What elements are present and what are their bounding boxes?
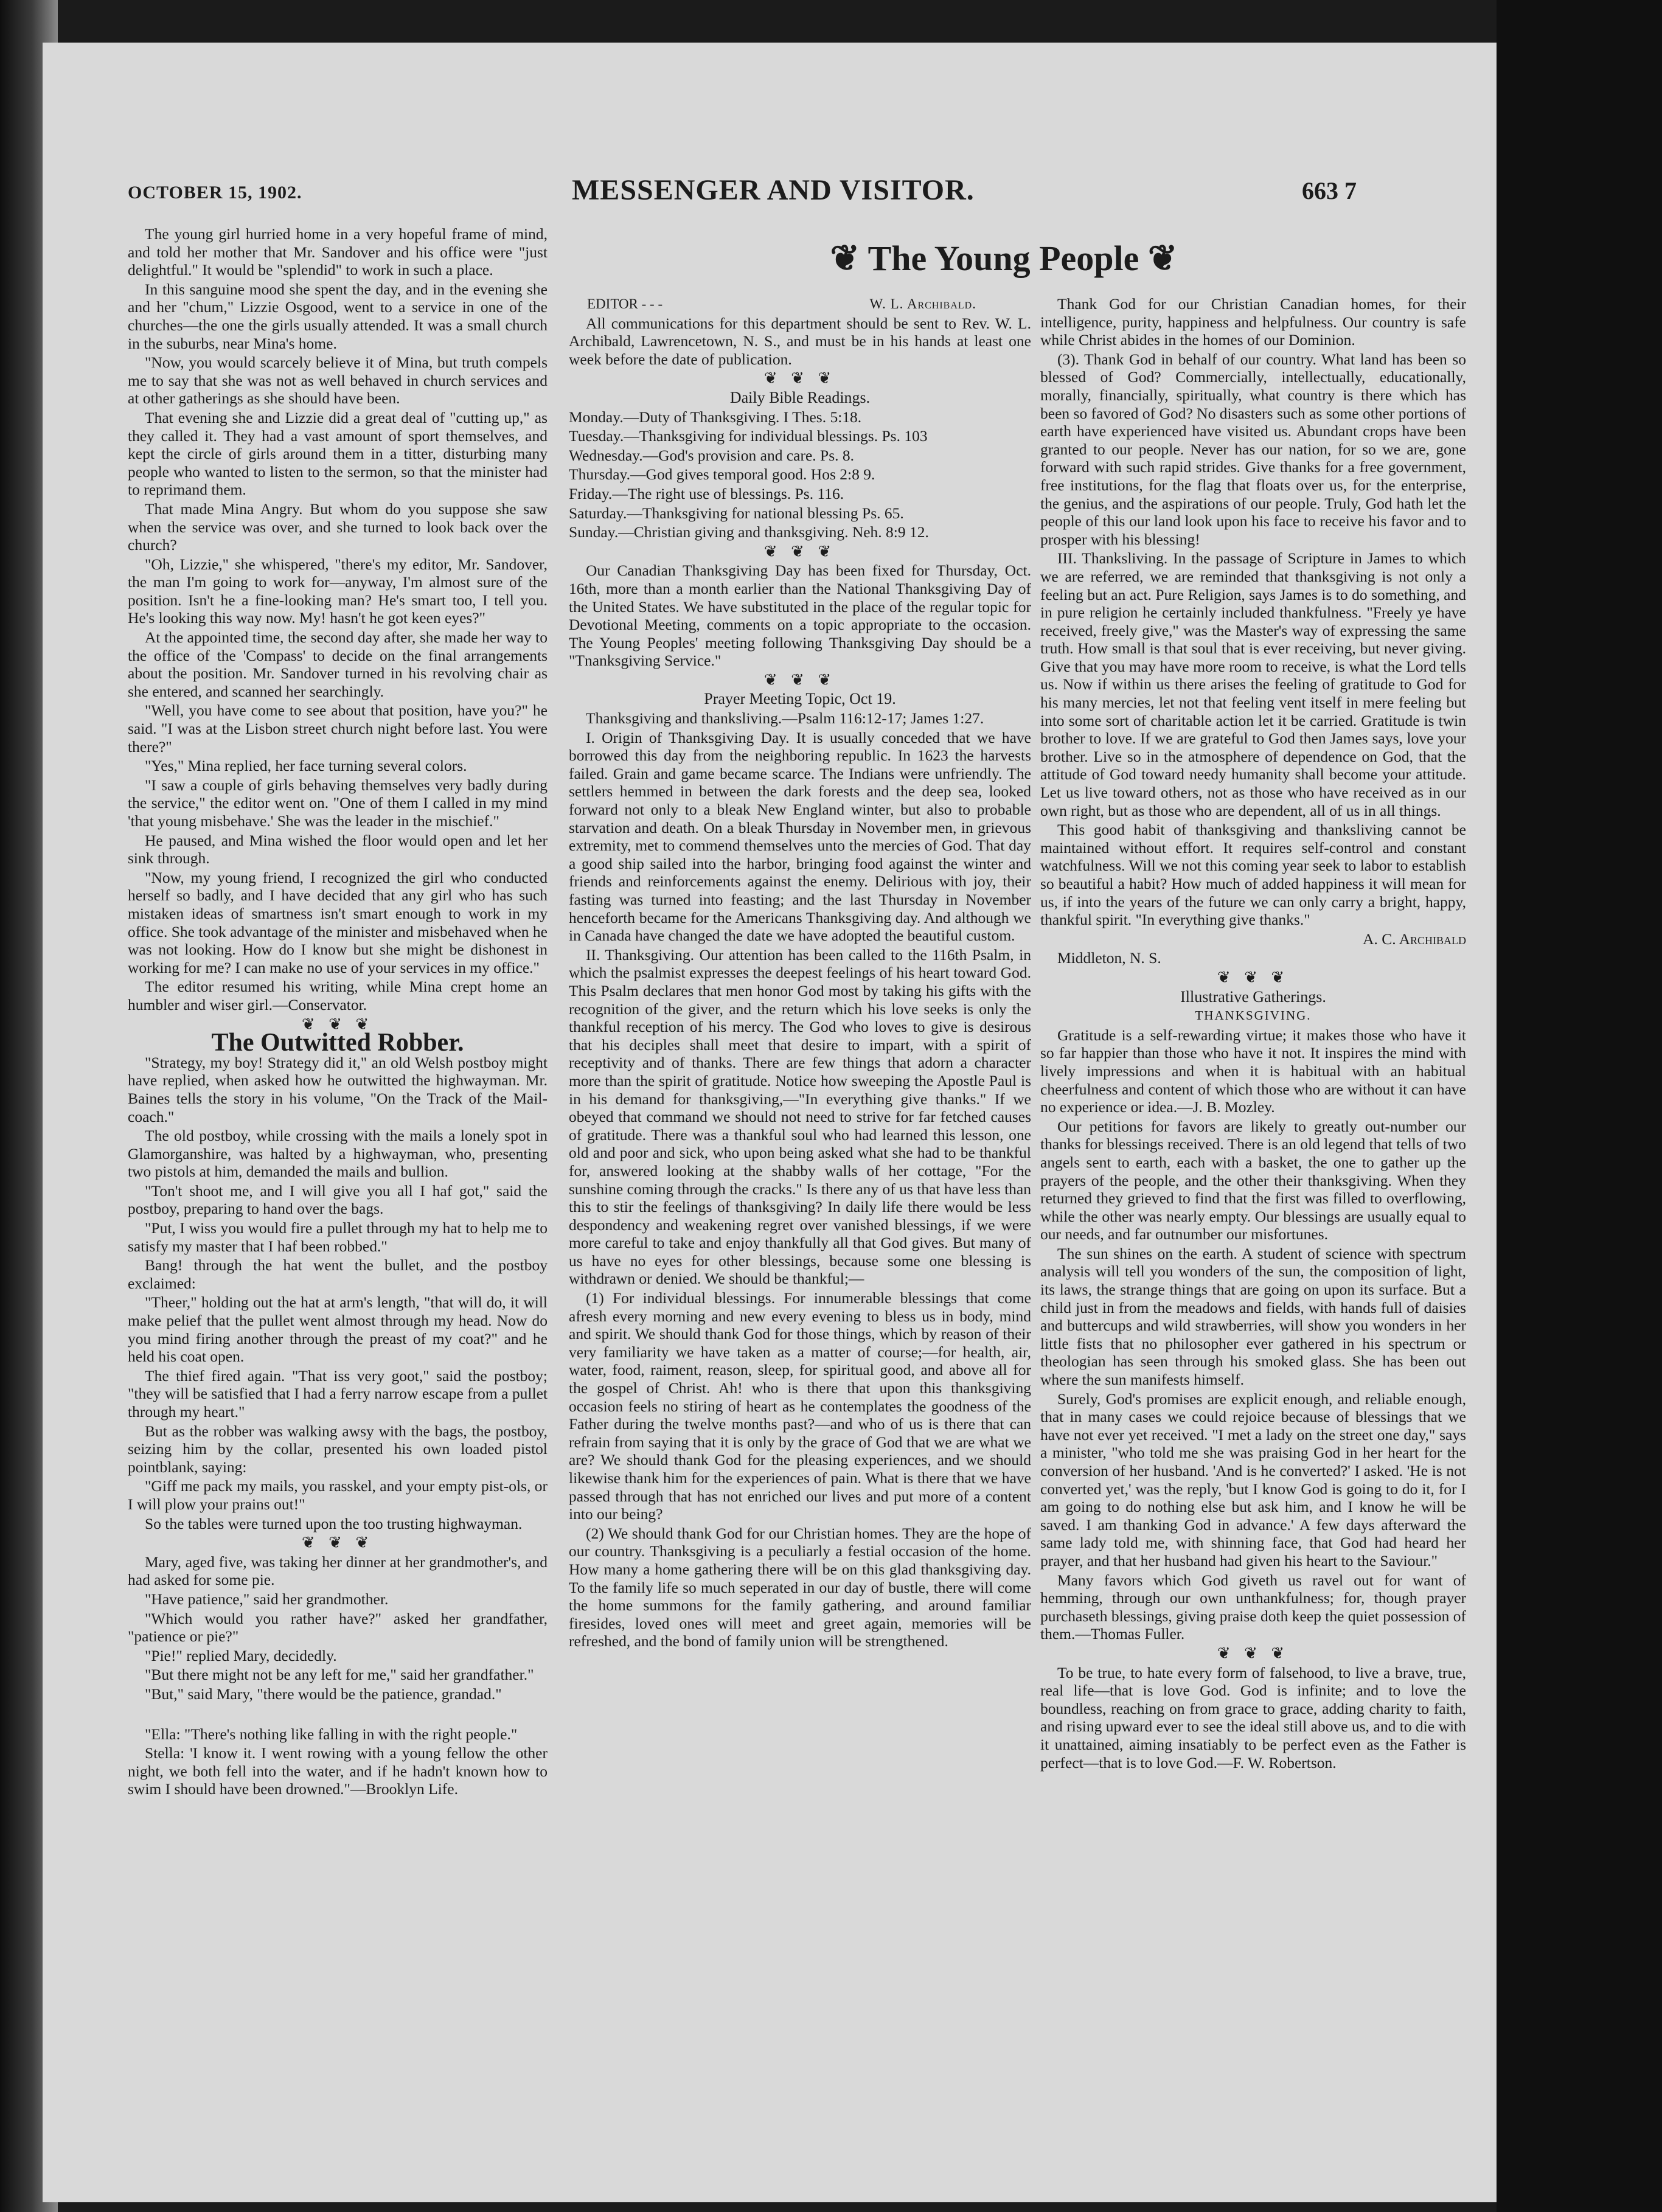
subheading-thanksgiving: THANKSGIVING. (1195, 1008, 1312, 1023)
column-middle (569, 295, 1031, 1652)
paragraph: Gratitude is a self-rewarding virtue; it makes those who have it so far happier than those who have it not. It inspires the mind with lively impressions and when it is habitual with an habitual cheerfulness and content of which those who are without it can have no experience or idea.—J. B. Mozley. (1040, 1026, 1466, 1116)
paragraph: "Yes," Mina replied, her face turning several colors. (145, 757, 467, 775)
paragraph: "Which would you rather have?" asked her grandfather, "patience or pie?" (128, 1609, 548, 1646)
paragraph: But as the robber was walking awsy with the bags, the postboy, seizing him by the collar, presented his own loaded pistol pointblank, saying: (128, 1422, 548, 1476)
paragraph: In this sanguine mood she spent the day, and in the evening she and her "chum," Lizzie Osgood, went to a service in one of the churches—the one the girls usually attended. It was a small church in the suburbs, near Mina's home. (128, 280, 548, 352)
paragraph: "But," said Mary, "there would be the patience, grandad." (145, 1685, 502, 1703)
reading-item: Saturday.—Thanksgiving for national blessing Ps. 65. (569, 504, 904, 522)
paragraph: "Have patience," said her grandmother. (145, 1590, 389, 1608)
paragraph: The editor resumed his writing, while Mina crept home an humbler and wiser girl.—Conservator. (128, 978, 548, 1014)
paragraph: Our petitions for favors are likely to greatly out-number our thanks for blessings received. There is an old legend that tells of two angels sent to earth, each with a basket, the one to gather up the prayers of the people, and the other their thanksgiving. When they returned they grieved to find that the first was filled to overflowing, while the other was nearly empty. Our blessings are usually equal to our needs, and far outnumber our misfortunes. (1040, 1117, 1466, 1243)
column-right (1040, 295, 1466, 1773)
reading-item: Thursday.—God gives temporal good. Hos 2:8 9. (569, 465, 875, 484)
paragraph: Stella: 'I know it. I went rowing with a young fellow the other night, we both fell into the water, and if he hadn't known how to swim I should have been drowned."—Brooklyn Life. (128, 1744, 548, 1798)
ornament-separator: ❦ ❦ ❦ (763, 369, 836, 388)
paragraph: Bang! through the hat went the bullet, and the postboy exclaimed: (128, 1256, 548, 1292)
ornament-separator: ❦ ❦ ❦ (763, 542, 836, 560)
reading-item: Wednesday.—God's provision and care. Ps. 8. (569, 446, 855, 464)
paragraph: At the appointed time, the second day after, she made her way to the office of the 'Compass' to decide on the final arrangements about the position. Mr. Sandover turned in his revolving chair as she entered, and scanned her searchingly. (128, 628, 548, 700)
paragraph: "I saw a couple of girls behaving themselves very badly during the service," the editor went on. "One of them I called in my mind 'that young misbehave.' She was the leader in the mischief." (128, 776, 548, 830)
paragraph: The young girl hurried home in a very hopeful frame of mind, and told her mother that Mr. Sandover and his office were "just delightful." It would be "splendid" to work in such a place. (128, 225, 548, 279)
section-title-young-people: ❦ The Young People ❦ (830, 238, 1178, 278)
paragraph: The sun shines on the earth. A student of science with spectrum analysis will tell you wonders of the sun, the composition of light, its laws, the strange things that are going on upon its surface. But a child just in from the meadows and fields, with hands full of daisies and buttercups and wild strawberries, will show you wonders in her little fists that no philosopher ever gathered in his spectrum or theologian has seen through his smoked glass. She has been out where the sun manifests himself. (1040, 1244, 1466, 1389)
paragraph: II. Thanksgiving. Our attention has been called to the 116th Psalm, in which the psalmist expresses the deepest feelings of his heart toward God. This Psalm declares that men honor God most by taking his gifts with the recognition of the giver, and the return which his love seeks is only the thankful reception of his mercy. The God who loves to give is desirous that his deciples shall meet that desire to impart, with a spirit of receptivity and of thanks. There are few things that adorn a character more than the spirit of gratitude. Notice how sweeping the Apostle Paul is in his demand for thanksgiving,—"In everything give thanks." If we obeyed that command we should not need to strive for far fetched causes of gratitude. There was a thankful soul who had learned this lesson, one old and poor and sick, who upon being asked what she had to be thankful for, answered looking at the shabby walls of her cottage, "For the sunshine coming through the cracks." Is there any of us that have less than this to stir the feelings of thanksgiving? In daily life there would be less despondency and weakening regret over vanished blessings, if we were more careful to take and enjoy thankfully all that God gives. But many of us have no eyes for other blessings, because some one blessing is withdrawn or denied. We should be thankful;— (569, 945, 1031, 1288)
paragraph: That evening she and Lizzie did a great deal of "cutting up," as they called it. They had a vast amount of sport themselves, and kept the circle of girls around them in a titter, disturbing many people who wanted to listen to the sermon, so that the minister had to reprimand them. (128, 408, 548, 499)
paragraph: He paused, and Mina wished the floor would open and let her sink through. (128, 831, 548, 868)
ornament-separator: ❦ ❦ ❦ (301, 1015, 374, 1033)
paragraph: "Now, my young friend, I recognized the girl who conducted herself so badly, and I have decided that any girl who has such mistaken ideas of smartness isn't smart enough to work in my office. She took advantage of the minister and misbehaved when he was not looking. How do I know but she might be dishonest in working for me? I can make no use of your services in my office." (128, 868, 548, 976)
newspaper-title: MESSENGER AND VISITOR. (572, 174, 975, 206)
paragraph: "Ella: "There's nothing like falling in with the right people." (145, 1725, 518, 1743)
reading-item: Monday.—Duty of Thanksgiving. I Thes. 5:18. (569, 408, 862, 426)
paragraph: "Put, I wiss you would fire a pullet through my hat to help me to satisfy my master that I haf been robbed." (128, 1219, 548, 1255)
paragraph: Our Canadian Thanksgiving Day has been fixed for Thursday, Oct. 16th, more than a month earlier than the National Thanksgiving Day of the United States. We have substituted in the place of the regular topic for Devotional Meeting, comments on a topic appropriate to the occasion. The Young Peoples' meeting following Thanksgiving Day should be a "Tnanksgiving Service." (569, 562, 1031, 670)
reading-item: Sunday.—Christian giving and thanksgiving. Neh. 8:9 12. (569, 523, 929, 541)
paragraph: The thief fired again. "That iss very goot," said the postboy; "they will be satisfied that I had a ferry narrow escape from a pullet through my heart." (128, 1366, 548, 1421)
issue-date: OCTOBER 15, 1902. (128, 183, 302, 203)
subheading-prayer-meeting-topic: Prayer Meeting Topic, Oct 19. (704, 690, 896, 708)
paragraph: So the tables were turned upon the too trusting highwayman. (145, 1514, 523, 1532)
paragraph: This good habit of thanksgiving and thanksliving cannot be maintained without effort. It requires self-control and constant watchfulness. Will we not this coming year seek to labor to establish so beautiful a habit? How much of added happiness it will mean for us, if into the years of the future we can only carry a bright, happy, thankful spirit. "In everything give thanks." (1040, 821, 1466, 929)
paragraph: "Strategy, my boy! Strategy did it," an old Welsh postboy might have replied, when asked how he outwitted the highwayman. Mr. Baines tells the story in his volume, "On the Track of the Mail-coach." (128, 1053, 548, 1125)
paragraph: Many favors which God giveth us ravel out for want of hemming, through our own unthankfulness; for, though prayer purchaseth blessings, giving praise doth keep the quiet possession of them.—Thomas Fuller. (1040, 1571, 1466, 1643)
paragraph: "But there might not be any left for me," said her grandfather." (145, 1666, 534, 1684)
paragraph: "Theer," holding out the hat at arm's length, "that will do, it will make pelief that the pullet went almost through my head. Now do you mind firing another through the preast of my coat?" and he held his coat open. (128, 1293, 548, 1366)
newspaper-page (43, 43, 1497, 2202)
ornament-separator: ❦ ❦ ❦ (1217, 1644, 1290, 1662)
paragraph: The old postboy, while crossing with the mails a lonely spot in Glamorganshire, was halted by a highwayman, who, presenting two pistols at him, demanded the mails and bullion. (128, 1127, 548, 1181)
ornament-separator: ❦ ❦ ❦ (763, 670, 836, 689)
paragraph: "Ton't shoot me, and I will give you all I haf got," said the postboy, preparing to hand over the bags. (128, 1181, 548, 1218)
paragraph: I. Origin of Thanksgiving Day. It is usually conceded that we have borrowed this day from the neighboring republic. In 1623 the harvests failed. Grain and game became scarce. The Indians were unfriendly. The settlers hemmed in between the dark forests and the deep sea, looked forward not only to a bleak New England winter, but also to probable starvation and death. On a bleak Thursday in November men, in grievous extremity, met to commend themselves unto the mercies of God. That day a good ship sailed into the harbor, bringing food against the winter and friends and reinforcements against the enemy. Delirious with joy, their fasting was turned into feasting; and the last Thursday in November henceforth became for the Americans Thanksgiving day. And although we in Canada have changed the date we have adopted the beautiful custom. (569, 728, 1031, 945)
paragraph: Thanksgiving and thanksliving.—Psalm 116:12-17; James 1:27. (586, 709, 984, 728)
paragraph: "Oh, Lizzie," she whispered, "there's my editor, Mr. Sandover, the man I'm going to work for—anyway, I'm almost sure of the position. Isn't he a fine-looking man? He's smart too, I tell you. He's looking this way now. My! hasn't he got keen eyes?" (128, 555, 548, 627)
paragraph: (1) For individual blessings. For innumerable blessings that come afresh every morning and new every evening to bless us in body, mind and spirit. We should thank God for those things, which by reason of their very familiarity we have taken as a matter of course;—for health, air, water, food, raiment, reason, sleep, for spiritual good, and above all for the gospel of Christ. Ah! who is there that upon this thanksgiving occasion feels no stiring of heart as he contemplates the goodness of the Father during the twelve months past?—and who of us is there that can refrain from saying that it is only by the grace of God that we are what we are? We should thank God for the pleasing experiences, and we should likewise thank him for the experiences of pain. What is there that we have passed through that has not enriched our lives and put more of a content into our being? (569, 1289, 1031, 1523)
paragraph: "Giff me pack my mails, you rasskel, and your empty pist-ols, or I will plow your prains out!" (128, 1477, 548, 1513)
scan-edge (1497, 0, 1662, 2212)
masthead (43, 140, 1497, 206)
author-signature: A. C. Archibald (1363, 930, 1466, 948)
reading-item: Tuesday.—Thanksgiving for individual blessings. Ps. 103 (569, 427, 928, 445)
page-number: 663 7 (1302, 177, 1357, 204)
paragraph: "Well, you have come to see about that position, have you?" he said. "I was at the Lisbon street church night before last. You were there?" (128, 701, 548, 756)
paragraph: "Pie!" replied Mary, decidedly. (145, 1646, 337, 1664)
spacer (128, 1705, 548, 1725)
column-left (128, 225, 548, 1800)
paragraph: That made Mina Angry. But whom do you suppose she saw when the service was over, and she turned to look back over the church? (128, 499, 548, 554)
paragraph: Mary, aged five, was taking her dinner at her grandmother's, and had asked for some pie. (128, 1553, 548, 1589)
dateline: Middleton, N. S. (1057, 949, 1161, 967)
paragraph: III. Thanksliving. In the passage of Scripture in James to which we are referred, we are reminded that thanksgiving is not only a feeling but an act. Pure Religion, says James is to do something, and in pure religion he certainly included thankfulness. "Freely ye have received, freely give," was the Master's way of expressing the same truth. How small is that soul that is ever receiving, but never giving. Give that you may have more room to receive, is what the Lord tells us. Now if within us there arises the feeling of gratitude to God for his many mercies, let not that feeling vent itself in mere feeling but into some sort of charitable action let it be carried. Gratitude is twin brother to love. If we are grateful to God then James says, love your brother. Live so in the atmosphere of dependence on God, that the attitude of God toward needy humanity shall become your attitude. Let us live toward others, not as those who have received as in our own right, but as those who are dependent, all of us in all things. (1040, 549, 1466, 819)
article-title-outwitted-robber: The Outwitted Robber. (211, 1029, 464, 1057)
paragraph: (3). Thank God in behalf of our country. What land has been so blessed of God? Commercially, intellectually, educationally, morally, financially, spiritually, what country is there which has been so favored of God? No disasters such as some other portions of earth have experienced have visited us. Abundant crops have been granted to our people. Never has our nation, for so we are, gone forward with such rapid strides. Give thanks for a free government, free institutions, for the flag that floats over us, for the enterprise, the genius, and the aspirations of our people. Truly, God hath let the people of this our land look upon his face to receive his favor and to prosper with his blessing! (1040, 350, 1466, 548)
reading-item: Friday.—The right use of blessings. Ps. 116. (569, 484, 844, 503)
editor-label: EDITOR - - - (587, 296, 663, 311)
paragraph: Thank God for our Christian Canadian homes, for their intelligence, purity, happiness and helpfulness. Our country is safe while Christ abides in the homes of our Dominion. (1040, 295, 1466, 349)
subheading-daily-bible-readings: Daily Bible Readings. (729, 388, 871, 406)
subheading-illustrative-gatherings: Illustrative Gatherings. (1180, 987, 1326, 1006)
paragraph: All communications for this department should be sent to Rev. W. L. Archibald, Lawrencetown, N. S., and must be in his hands at least one week before the date of publication. (569, 314, 1031, 368)
paragraph: Surely, God's promises are explicit enough, and reliable enough, that in many cases we could rejoice because of blessings that we have not ever yet received. "I met a lady on the street one day," says a minister, "who told me she was praising God in her heart for the conversion of her husband. 'And is he converted?' I asked. 'He is not converted yet,' was the reply, 'but I know God is going to do it, for I am going to do nothing else but ask him, and I know he will be saved. I am thanking God in advance.' A few days afterward the same lady told me, with shinning face, that God had heard her prayer, and that her husband had given his heart to the Saviour." (1040, 1389, 1466, 1570)
ornament-separator: ❦ ❦ ❦ (1217, 968, 1290, 986)
paragraph: (2) We should thank God for our Christian homes. They are the hope of our country. Thanksgiving is a peculiarly a festial occasion of the home. How many a home gathering there will be on this glad thanksgiving day. To the family life so much seperated in our day of bustle, there will come the home summons for the family gathering, and around familiar firesides, loved ones will meet and greet again, memories will be refreshed, and the bond of family union will be strengthened. (569, 1524, 1031, 1650)
editor-line (569, 295, 1031, 313)
paragraph: "Now, you would scarcely believe it of Mina, but truth compels me to say that she was not as well behaved in church services and at other gatherings as she should have been. (128, 353, 548, 408)
editor-name: W. L. Archibald. (869, 296, 976, 311)
paragraph: To be true, to hate every form of falsehood, to live a brave, true, real life—that is love God. God is infinite; and to love the boundless, reaching on from grace to grace, adding charity to faith, and rising upward ever to see the ideal still above us, and to die with it unattained, aiming insatiably to be perfect even as the Father is perfect—that is to love God.—F. W. Robertson. (1040, 1663, 1466, 1772)
ornament-separator: ❦ ❦ ❦ (301, 1534, 374, 1552)
